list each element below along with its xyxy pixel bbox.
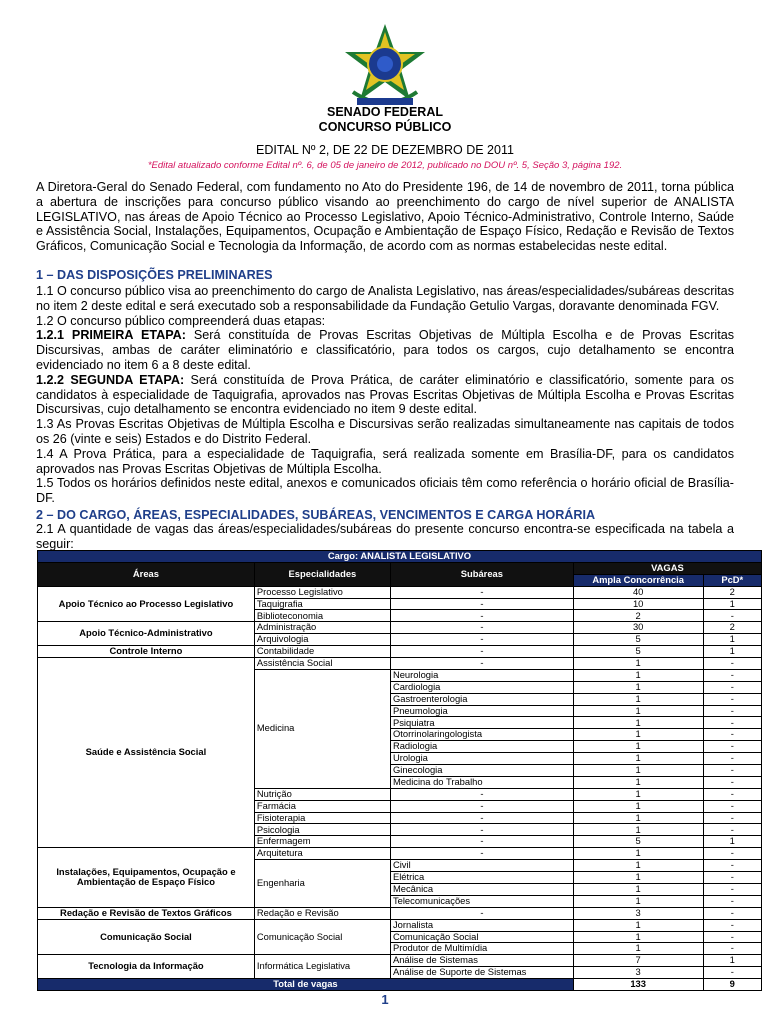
total-pcd: 9 [703, 979, 761, 991]
ampla-cell: 1 [573, 753, 703, 765]
especialidade-cell: Contabilidade [254, 646, 390, 658]
col-header-subareas: Subáreas [390, 562, 573, 586]
paragraph-1-2-2-text: Será constituída de Prova Prática, de caráter eliminatório e classificatório, somente para os candidatos à especialidade de Taquigrafia, aprovados nas Provas Escritas Objetivas de Múltipla Escolha e Provas Escritas Discursivas, cujo detalhamento se encontra evidenciado no item 9 deste edital. [36, 372, 734, 417]
subarea-cell: Psiquiatra [390, 717, 573, 729]
subarea-cell: Mecânica [390, 883, 573, 895]
area-cell: Instalações, Equipamentos, Ocupação e Ambientação de Espaço Físico [38, 848, 255, 907]
area-cell: Saúde e Assistência Social [38, 658, 255, 848]
ampla-cell: 5 [573, 634, 703, 646]
total-ampla: 133 [573, 979, 703, 991]
paragraph-1-2-1-text: Será constituída de Provas Escritas Objetivas de Múltipla Escolha e de Provas Escritas Discursivas, ambas de caráter eliminatório e classificatório, para todos os cargos, cujo detalhamento se encontra evidenciado no item 6 a 8 deste edital. [36, 328, 734, 372]
pcd-cell: - [703, 693, 761, 705]
subarea-cell: Civil [390, 860, 573, 872]
subarea-cell: - [390, 598, 573, 610]
subarea-cell: - [390, 824, 573, 836]
subarea-cell: Comunicação Social [390, 931, 573, 943]
ampla-cell: 1 [573, 872, 703, 884]
especialidade-cell: Redação e Revisão [254, 907, 390, 919]
table-row [38, 646, 762, 658]
subarea-cell: Produtor de Multimídia [390, 943, 573, 955]
especialidade-cell: Assistência Social [254, 658, 390, 670]
subarea-cell: Medicina do Trabalho [390, 776, 573, 788]
pcd-cell: - [703, 895, 761, 907]
ampla-cell: 1 [573, 848, 703, 860]
especialidade-cell: Medicina [254, 669, 390, 788]
ampla-cell: 3 [573, 907, 703, 919]
brasao-coat-of-arms-icon [335, 22, 435, 114]
section-1-body [36, 284, 734, 506]
ampla-cell: 1 [573, 658, 703, 670]
paragraph-1-2-2 [36, 373, 734, 417]
pcd-cell: - [703, 967, 761, 979]
pcd-cell: - [703, 860, 761, 872]
total-label: Total de vagas [38, 979, 574, 991]
pcd-cell: - [703, 765, 761, 777]
area-cell: Controle Interno [38, 646, 255, 658]
ampla-cell: 1 [573, 919, 703, 931]
subarea-cell: Radiologia [390, 741, 573, 753]
subarea-cell: Ginecologia [390, 765, 573, 777]
ampla-cell: 1 [573, 943, 703, 955]
ampla-cell: 1 [573, 776, 703, 788]
pcd-cell: - [703, 610, 761, 622]
paragraph-1-3: 1.3 As Provas Escritas Objetivas de Múltipla Escolha e Discursivas serão realizadas simultaneamente nas capitais de todos os 26 (vinte e seis) Estados e do Distrito Federal. [36, 417, 734, 446]
subarea-cell: Telecomunicações [390, 895, 573, 907]
pcd-cell: - [703, 741, 761, 753]
col-header-ampla: Ampla Concorrência [573, 574, 703, 586]
especialidade-cell: Comunicação Social [254, 919, 390, 955]
section-1-title: 1 – DAS DISPOSIÇÕES PRELIMINARES [36, 268, 273, 282]
paragraph-2-1: 2.1 A quantidade de vagas das áreas/especialidades/subáreas do presente concurso encontra-se especificada na tabela a seguir: [36, 522, 734, 551]
especialidade-cell: Nutrição [254, 788, 390, 800]
pcd-cell: - [703, 919, 761, 931]
pcd-cell: - [703, 848, 761, 860]
page-number: 1 [381, 992, 389, 1007]
ampla-cell: 1 [573, 800, 703, 812]
ampla-cell: 1 [573, 788, 703, 800]
area-cell: Apoio Técnico ao Processo Legislativo [38, 586, 255, 622]
paragraph-1-4: 1.4 A Prova Prática, para a especialidade de Taquigrafia, será realizada somente em Brasília-DF, para os candidatos aprovados nas Provas Escritas Objetivas de Múltipla Escolha. [36, 446, 734, 476]
ampla-cell: 2 [573, 610, 703, 622]
table-row [38, 907, 762, 919]
table-row [38, 622, 762, 634]
col-header-especialidades: Especialidades [254, 562, 390, 586]
subarea-cell: - [390, 634, 573, 646]
ampla-cell: 1 [573, 812, 703, 824]
pcd-cell: 1 [703, 955, 761, 967]
pcd-cell: - [703, 800, 761, 812]
col-header-pcd: PcD* [703, 574, 761, 586]
paragraph-1-2-1-label: 1.2.1 PRIMEIRA ETAPA: [36, 328, 186, 343]
paragraph-1-2: 1.2 O concurso público compreenderá duas etapas: [36, 313, 326, 328]
subarea-cell: - [390, 622, 573, 634]
contest-subtitle: CONCURSO PÚBLICO [318, 120, 452, 134]
pcd-cell: - [703, 824, 761, 836]
subarea-cell: Neurologia [390, 669, 573, 681]
area-cell: Redação e Revisão de Textos Gráficos [38, 907, 255, 919]
pcd-cell: 1 [703, 836, 761, 848]
pcd-cell: 1 [703, 598, 761, 610]
pcd-cell: - [703, 943, 761, 955]
especialidade-cell: Biblioteconomia [254, 610, 390, 622]
subarea-cell: Análise de Suporte de Sistemas [390, 967, 573, 979]
paragraph-1-2-1 [36, 328, 734, 372]
ampla-cell: 5 [573, 646, 703, 658]
area-cell: Comunicação Social [38, 919, 255, 955]
col-header-vagas: VAGAS [573, 562, 761, 574]
pcd-cell: - [703, 776, 761, 788]
ampla-cell: 3 [573, 967, 703, 979]
ampla-cell: 1 [573, 895, 703, 907]
paragraph-1-2-2-label: 1.2.2 SEGUNDA ETAPA: [36, 372, 185, 387]
ampla-cell: 1 [573, 729, 703, 741]
table-total-row [38, 979, 762, 991]
pcd-cell: - [703, 705, 761, 717]
especialidade-cell: Farmácia [254, 800, 390, 812]
paragraph-1-5: 1.5 Todos os horários definidos neste edital, anexos e comunicados oficiais têm como referência o horário oficial de Brasília-DF. [36, 476, 734, 506]
pcd-cell: 2 [703, 622, 761, 634]
subarea-cell: - [390, 658, 573, 670]
subarea-cell: - [390, 646, 573, 658]
subarea-cell: Jornalista [390, 919, 573, 931]
ampla-cell: 1 [573, 693, 703, 705]
subarea-cell: Elétrica [390, 872, 573, 884]
ampla-cell: 5 [573, 836, 703, 848]
pcd-cell: - [703, 931, 761, 943]
especialidade-cell: Taquigrafia [254, 598, 390, 610]
ampla-cell: 1 [573, 860, 703, 872]
especialidade-cell: Arquivologia [254, 634, 390, 646]
pcd-cell: - [703, 729, 761, 741]
col-header-areas: Áreas [38, 562, 255, 586]
subarea-cell: Análise de Sistemas [390, 955, 573, 967]
intro-paragraph: A Diretora-Geral do Senado Federal, com fundamento no Ato do Presidente 196, de 14 de novembro de 2011, torna pública a abertura de inscrições para concurso público visando ao preenchimento do cargo de nível superior de ANALISTA LEGISLATIVO, nas áreas de Apoio Técnico ao Processo Legislativo, Apoio Técnico-Administrativo, Controle Interno, Saúde e Assistência Social, Instalações, Equipamentos, Ocupação e Ambientação de Espaço Físico, Redação e Revisão de Textos Gráficos, Comunicação Social e Tecnologia da Informação, de acordo com as normas estabelecidas neste edital. [36, 180, 734, 254]
ampla-cell: 1 [573, 741, 703, 753]
especialidade-cell: Arquitetura [254, 848, 390, 860]
table-row [38, 955, 762, 967]
ampla-cell: 1 [573, 705, 703, 717]
especialidade-cell: Informática Legislativa [254, 955, 390, 979]
especialidade-cell: Administração [254, 622, 390, 634]
ampla-cell: 10 [573, 598, 703, 610]
paragraph-1-1: 1.1 O concurso público visa ao preenchimento do cargo de Analista Legislativo, nas áreas/especialidades/subáreas descritas no item 2 deste edital e será executado sob a responsabilidade da Fundação Getulio Vargas, doravante denominada FGV. [36, 284, 734, 313]
ampla-cell: 1 [573, 883, 703, 895]
table-row [38, 586, 762, 598]
subarea-cell: - [390, 788, 573, 800]
subarea-cell: - [390, 800, 573, 812]
pcd-cell: - [703, 872, 761, 884]
pcd-cell: - [703, 681, 761, 693]
table-row [38, 848, 762, 860]
pcd-cell: - [703, 883, 761, 895]
especialidade-cell: Fisioterapia [254, 812, 390, 824]
especialidade-cell: Enfermagem [254, 836, 390, 848]
subarea-cell: Urologia [390, 753, 573, 765]
ampla-cell: 1 [573, 765, 703, 777]
ampla-cell: 7 [573, 955, 703, 967]
subarea-cell: - [390, 848, 573, 860]
edital-title: EDITAL Nº 2, DE 22 DE DEZEMBRO DE 2011 [256, 143, 514, 157]
vacancies-table [37, 550, 762, 991]
ampla-cell: 40 [573, 586, 703, 598]
table-row [38, 919, 762, 931]
table-cargo-header: Cargo: ANALISTA LEGISLATIVO [38, 551, 762, 563]
ampla-cell: 1 [573, 717, 703, 729]
ampla-cell: 1 [573, 931, 703, 943]
section-2-title: 2 – DO CARGO, ÁREAS, ESPECIALIDADES, SUBÁREAS, VENCIMENTOS E CARGA HORÁRIA [36, 508, 596, 522]
table-row [38, 658, 762, 670]
pcd-cell: 2 [703, 586, 761, 598]
org-title: SENADO FEDERAL [327, 105, 443, 119]
subarea-cell: Pneumologia [390, 705, 573, 717]
pcd-cell: - [703, 788, 761, 800]
subarea-cell: Gastroenterologia [390, 693, 573, 705]
especialidade-cell: Processo Legislativo [254, 586, 390, 598]
pcd-cell: - [703, 717, 761, 729]
subarea-cell: - [390, 610, 573, 622]
pcd-cell: - [703, 658, 761, 670]
subarea-cell: - [390, 907, 573, 919]
area-cell: Apoio Técnico-Administrativo [38, 622, 255, 646]
pcd-cell: 1 [703, 634, 761, 646]
pcd-cell: - [703, 907, 761, 919]
pcd-cell: - [703, 753, 761, 765]
subarea-cell: Cardiologia [390, 681, 573, 693]
subarea-cell: Otorrinolaringologista [390, 729, 573, 741]
pcd-cell: - [703, 669, 761, 681]
especialidade-cell: Psicologia [254, 824, 390, 836]
subarea-cell: - [390, 812, 573, 824]
pcd-cell: - [703, 812, 761, 824]
edital-update-note: *Edital atualizado conforme Edital nº. 6, de 05 de janeiro de 2012, publicado no DOU nº. 5, Seção 3, página 192. [147, 160, 623, 171]
area-cell: Tecnologia da Informação [38, 955, 255, 979]
ampla-cell: 1 [573, 824, 703, 836]
ampla-cell: 1 [573, 669, 703, 681]
ampla-cell: 30 [573, 622, 703, 634]
pcd-cell: 1 [703, 646, 761, 658]
subarea-cell: - [390, 836, 573, 848]
ampla-cell: 1 [573, 681, 703, 693]
subarea-cell: - [390, 586, 573, 598]
especialidade-cell: Engenharia [254, 860, 390, 908]
